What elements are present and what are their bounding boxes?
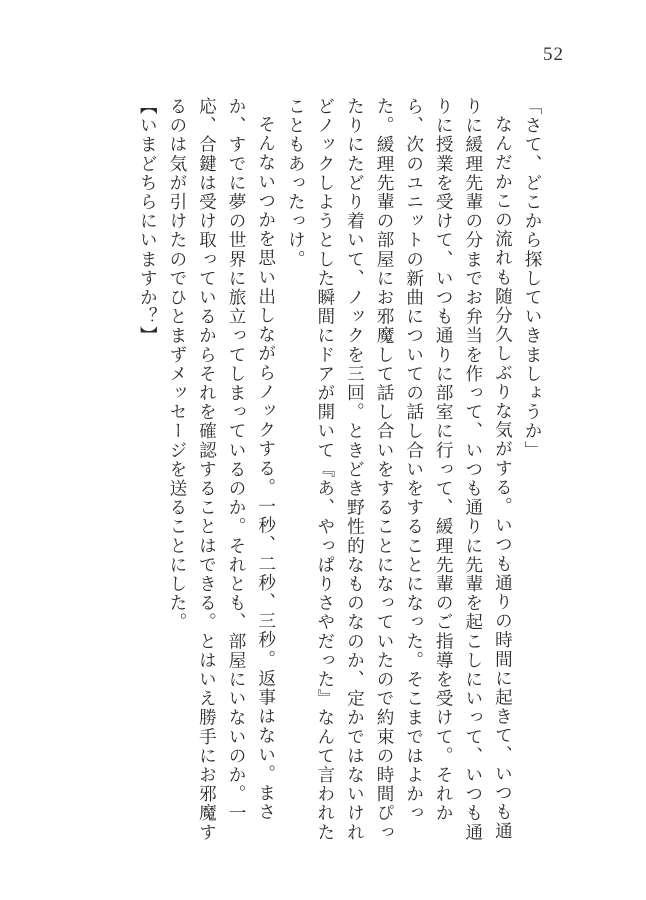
- paragraph-narration: なんだかこの流れも随分久しぶりな気がする。いつも通りの時間に起きて、いつも通りに緩理先輩の分までお弁当を作って、いつも通りに先輩を起こしにいって、いつも通りに授業を受けて、いつも通りに部室に行って、緩理先輩のご指導を受けて。それから、次のユニットの新曲についての話し合いをすることになった。そこまではよかった。緩理先輩の部屋にお邪魔して話し合いをすることになっていたので約束の時間ぴったりにたどり着いて、ノックを三回。ときどき野性的なものなのか、定かではないけれどノックしようとした瞬間にドアが開いて『あ、やっぱりさやだった』なんて言われたこともあったっけ。: [285, 97, 513, 842]
- paragraph-dialogue: 「さて、どこから探していきましょうか」: [522, 97, 542, 460]
- body-text: [126, 97, 546, 857]
- page-number: 52: [543, 44, 564, 65]
- paragraph-narration: そんないつかを思い出しながらノックする。一秒、二秒、三秒。返事はない。まさか、すでに夢の世界に旅立ってしまっているのか。それとも、部屋にいないのか。一応、合鍵は受け取っているからそれを確認することはできる。とはいえ勝手にお邪魔するのは気が引けたのでひとまずメッセージを送ることにした。: [166, 97, 276, 842]
- paragraph-message: 【いまどちらにいますか？】: [137, 97, 158, 346]
